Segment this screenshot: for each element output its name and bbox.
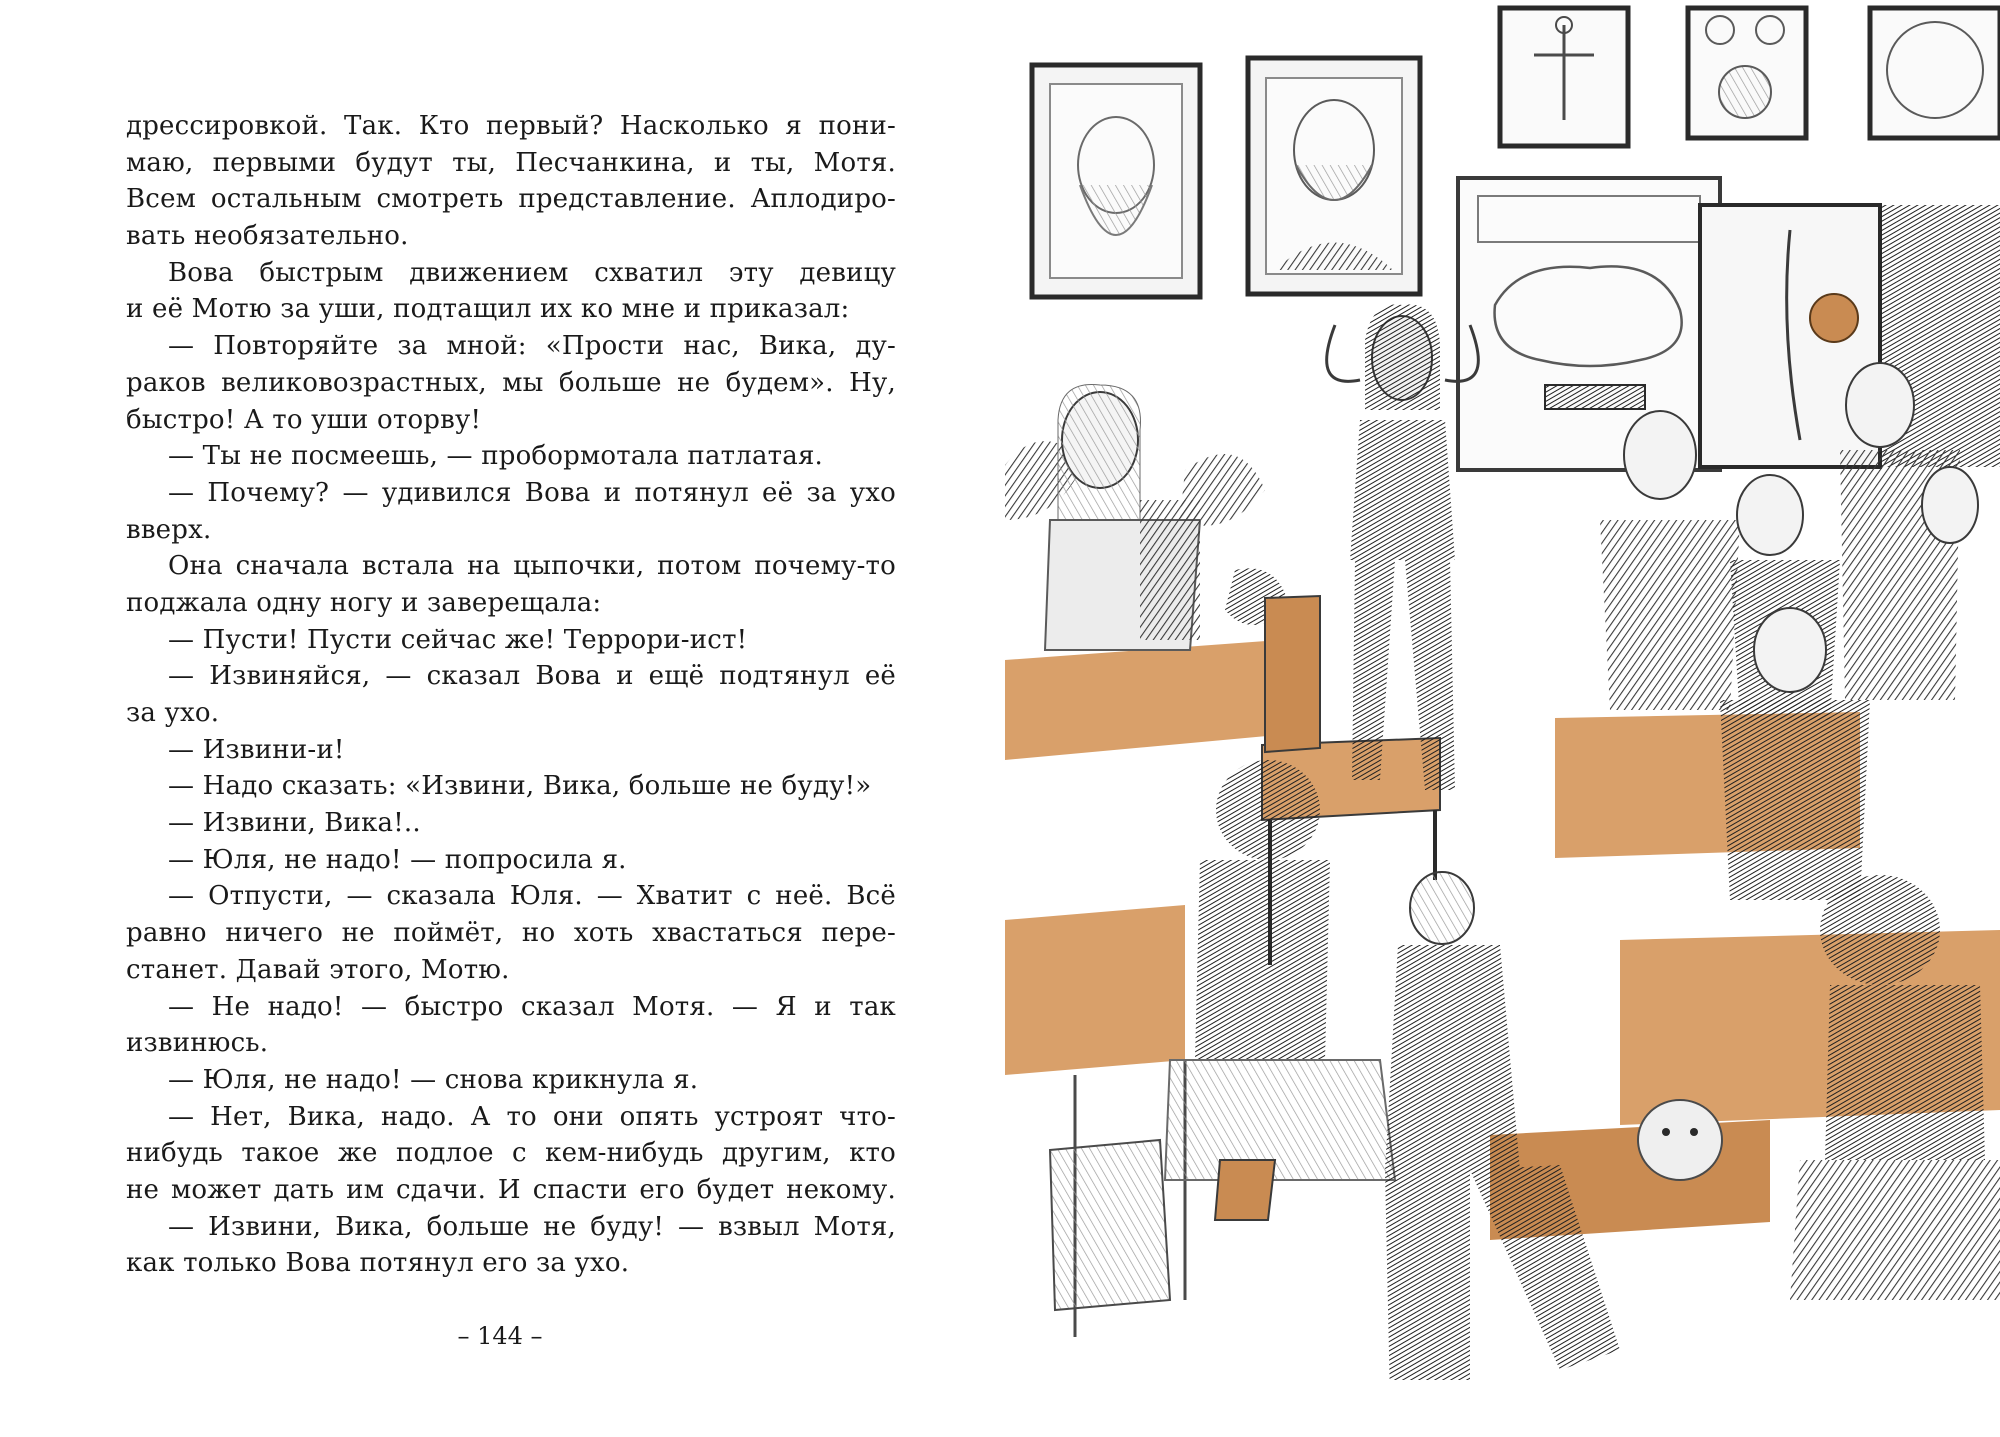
text-line: вать необязательно. — [126, 221, 409, 252]
text-line: — Юля, не надо! — снова крикнула я. — [168, 1064, 699, 1095]
text-line: как только Вова потянул его за ухо. — [126, 1248, 630, 1279]
text-line: — Не надо! — быстро сказал Мотя. — Я и так — [168, 991, 896, 1022]
girl-on-chair — [1327, 304, 1479, 790]
text-line: — Извини, Вика!.. — [168, 808, 421, 839]
page-number: – 144 – — [457, 1322, 543, 1350]
text-line: — Отпусти, — сказала Юля. — Хватит с неё. Всё — [168, 881, 896, 912]
backpack — [1050, 1140, 1170, 1310]
text-line: — Ты не посмеешь, — пробормотала патлатая. — [168, 441, 824, 472]
text-line: — Извини, Вика, больше не буду! — взвыл Мотя, — [168, 1211, 896, 1242]
classroom-illustration — [1000, 0, 2000, 1437]
portrait-darwin — [1032, 65, 1200, 297]
portrait-pavlov — [1248, 58, 1420, 294]
text-line: маю, первыми будут ты, Песчанкина, и ты, Мотя. — [126, 147, 896, 178]
text-line: — Извини-и! — [168, 734, 345, 765]
text-line: раков великовозрастных, мы больше не будем». Ну, — [126, 367, 896, 398]
text-line: Вова быстрым движением схватил эту девицу — [168, 257, 896, 288]
girl-left — [1045, 384, 1200, 650]
text-line: Она сначала встала на цыпочки, потом почему-то — [168, 551, 896, 582]
text-line: — Нет, Вика, надо. А то они опять устроят что- — [168, 1101, 896, 1132]
text-line: быстро! А то уши оторву! — [126, 404, 482, 435]
text-line: — Извиняйся, — сказал Вова и ещё подтянул её — [168, 661, 896, 692]
text-line: — Пусти! Пусти сейчас же! Террори-ист! — [168, 624, 748, 655]
text-line: поджала одну ногу и заверещала: — [126, 587, 602, 618]
text-line: — Юля, не надо! — попросила я. — [168, 844, 627, 875]
text-line: — Повторяйте за мной: «Прости нас, Вика, ду- — [168, 331, 896, 362]
text-line: — Почему? — удивился Вова и потянул её за ухо — [168, 477, 896, 508]
right-page — [1000, 0, 2000, 1437]
text-line: извинюсь. — [126, 1028, 269, 1059]
text-line: вверх. — [126, 514, 212, 545]
text-line: равно ничего не поймёт, но хоть хвастаться пере- — [126, 918, 896, 949]
text-line: — Надо сказать: «Извини, Вика, больше не буду!» — [168, 771, 872, 802]
text-line: не может дать им сдачи. И спасти его будет некому. — [126, 1174, 896, 1205]
text-line: Всем остальным смотреть представление. Аплодиро- — [126, 184, 896, 215]
text-line: за ухо. — [126, 698, 220, 728]
poster-skeleton — [1500, 8, 1628, 146]
text-line: и её Мотю за уши, подтащил их ко мне и приказал: — [126, 294, 850, 325]
text-line: станет. Давай этого, Мотю. — [126, 954, 510, 985]
leopard-bag — [1638, 1100, 1722, 1180]
text-line: дрессировкой. Так. Кто первый? Насколько я пони- — [126, 111, 896, 141]
boy-curly-hair — [1165, 760, 1395, 1220]
floor-shadow — [1000, 1380, 2000, 1437]
poster-microbes — [1870, 8, 2000, 138]
poster-cells — [1688, 8, 1806, 138]
body-text — [126, 108, 896, 1282]
text-line: нибудь такое же подлое с кем-нибудь другим, кто — [126, 1138, 896, 1169]
